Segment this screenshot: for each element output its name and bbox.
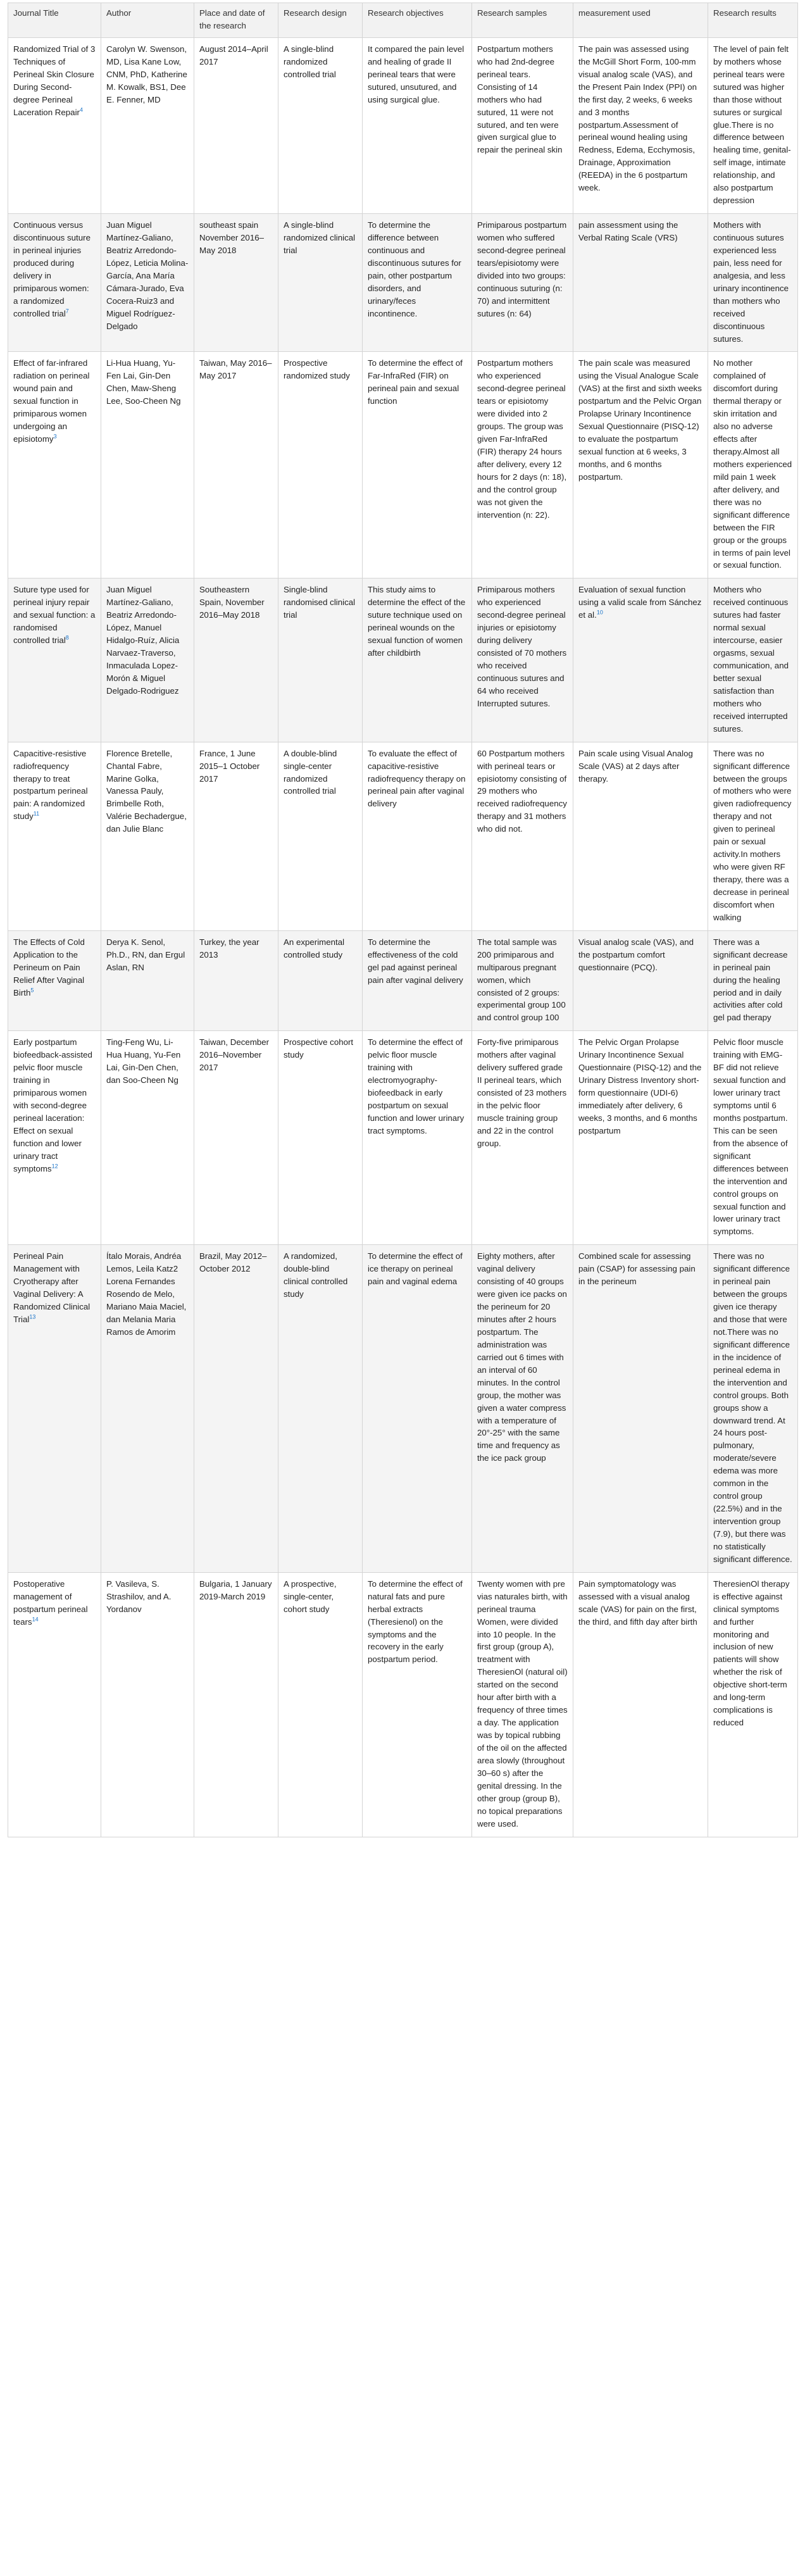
cell-author: Carolyn W. Swenson, MD, Lisa Kane Low, CNM, PhD, Katherine M. Kowalk, BS1, Dee E. Fenner, MD xyxy=(101,37,194,213)
header-research-samples: Research samples xyxy=(472,3,573,38)
journal-title-text: Effect of far-infrared radiation on perineal wound pain and sexual function in primiparous women undergoing an episiotomy xyxy=(13,358,90,444)
table-row xyxy=(8,742,798,930)
cell-place-date: Taiwan, May 2016–May 2017 xyxy=(194,352,278,578)
journal-title-text: Randomized Trial of 3 Techniques of Perineal Skin Closure During Second-degree Perineal Laceration Repair xyxy=(13,44,96,117)
cell-research-samples: Eighty mothers, after vaginal delivery consisting of 40 groups were given ice packs on the perineum for 20 minutes after 2 hours postpartum. The administration was carried out 6 times with an interval of 60 minutes. In the control group, the mother was given a water compress with a temperature of 20°-25° with the same time and frequency as the ice pack group xyxy=(472,1245,573,1572)
cell-journal-title xyxy=(8,214,101,352)
cell-author: P. Vasileva, S. Strashilov, and A. Yordanov xyxy=(101,1572,194,1837)
cell-research-samples: Forty-five primiparous mothers after vaginal delivery suffered grade II perineal tears, which consisted of 23 mothers in the pelvic floor muscle training group and 22 in the control group. xyxy=(472,1031,573,1245)
cell-journal-title xyxy=(8,742,101,930)
cell-research-samples: Postpartum mothers who experienced second-degree perineal tears or episiotomy were divided into 2 groups. The group was given Far-InfraRed (FIR) therapy 24 hours after delivery, every 12 hours for 2 days (n: 18), and the control group was not given the intervention (n: 22). xyxy=(472,352,573,578)
cell-research-objectives: To determine the effect of natural fats and pure herbal extracts (Theresienol) on the symptoms and the recovery in the early postpartum period. xyxy=(363,1572,472,1837)
cell-journal-title xyxy=(8,578,101,742)
cell-research-design: Prospective randomized study xyxy=(278,352,363,578)
cell-measurement-used: The Pelvic Organ Prolapse Urinary Incontinence Sexual Questionnaire (PISQ-12) and the Urinary Distress Inventory short-form questionnaire (UDI-6) immediately after delivery, 6 weeks, 3 months, and 6 months postpartum xyxy=(573,1031,708,1245)
reference-link[interactable]: 11 xyxy=(33,810,40,817)
cell-research-results: TheresienOl therapy is effective against clinical symptoms and further monitoring and inclusion of new patients will show whether the risk of objective short-term and long-term complications is reduced xyxy=(708,1572,798,1837)
cell-measurement-used: The pain scale was measured using the Visual Analogue Scale (VAS) at the first and sixth weeks postpartum and the Pelvic Organ Prolapse Urinary Incontinence Sexual Questionnaire (PISQ-12) to evaluate the postpartum sexual function at 6 weeks, 3 months, and 6 months postpartum. xyxy=(573,352,708,578)
table-row xyxy=(8,578,798,742)
measurement-text: Evaluation of sexual function using a valid scale from Sánchez et al. xyxy=(578,585,702,620)
journal-title-text: Continuous versus discontinuous suture in perineal injuries produced during delivery in primiparous women: a randomized controlled trial xyxy=(13,220,90,318)
cell-research-results: Mothers who received continuous sutures had faster normal sexual intercourse, easier orgasms, sexual communication, and better sexual satisfaction than mothers who received interrupted sutures. xyxy=(708,578,798,742)
cell-research-design: A randomized, double-blind clinical controlled study xyxy=(278,1245,363,1572)
cell-measurement-used: Pain scale using Visual Analog Scale (VAS) at 2 days after therapy. xyxy=(573,742,708,930)
table-row xyxy=(8,1572,798,1837)
cell-place-date: Taiwan, December 2016–November 2017 xyxy=(194,1031,278,1245)
cell-research-objectives: To evaluate the effect of capacitive-resistive radiofrequency therapy on perineal pain after vaginal delivery xyxy=(363,742,472,930)
cell-research-samples: Postpartum mothers who had 2nd-degree perineal tears. Consisting of 14 mothers who had sutured, 11 were not sutured, and ten were given surgical glue to repair the perineal skin xyxy=(472,37,573,213)
header-research-design: Research design xyxy=(278,3,363,38)
reference-link[interactable]: 10 xyxy=(596,609,603,616)
cell-measurement-used: pain assessment using the Verbal Rating Scale (VRS) xyxy=(573,214,708,352)
table-row xyxy=(8,930,798,1031)
cell-research-results: Mothers with continuous sutures experienced less pain, less need for analgesia, and less urinary incontinence than mothers who received discontinuous sutures. xyxy=(708,214,798,352)
header-journal-title: Journal Title xyxy=(8,3,101,38)
cell-research-objectives: It compared the pain level and healing of grade II perineal tears that were sutured, unsutured, and using surgical glue. xyxy=(363,37,472,213)
header-measurement-used: measurement used xyxy=(573,3,708,38)
cell-journal-title xyxy=(8,1031,101,1245)
cell-place-date: Southeastern Spain, November 2016–May 2018 xyxy=(194,578,278,742)
journal-title-text: Capacitive-resistive radiofrequency therapy to treat postpartum perineal pain: A randomized study xyxy=(13,748,88,822)
cell-journal-title xyxy=(8,37,101,213)
cell-journal-title xyxy=(8,1572,101,1837)
cell-research-results: No mother complained of discomfort during thermal therapy or skin irritation and also no adverse effects after therapy.Almost all mothers experienced mild pain 1 week after delivery, and there was no significant difference between the FIR group or the groups in terms of pain level or sexual function. xyxy=(708,352,798,578)
cell-research-samples: 60 Postpartum mothers with perineal tears or episiotomy consisting of 29 mothers who received radiofrequency therapy and 31 mothers who did not. xyxy=(472,742,573,930)
cell-research-results: Pelvic floor muscle training with EMG-BF did not relieve sexual function and lower urinary tract symptoms until 6 months postpartum. This can be seen from the absence of significant differences between the intervention and control groups on sexual function and lower urinary tract symptoms. xyxy=(708,1031,798,1245)
cell-research-results: There was a significant decrease in perineal pain during the healing period and in daily activities after cold gel pad therapy xyxy=(708,930,798,1031)
cell-research-objectives: This study aims to determine the effect of the suture technique used on perineal wounds on the sexual function of women after childbirth xyxy=(363,578,472,742)
cell-author: Li-Hua Huang, Yu-Fen Lai, Gin-Den Chen, Maw-Sheng Lee, Soo-Cheen Ng xyxy=(101,352,194,578)
table-row xyxy=(8,214,798,352)
cell-research-results: There was no significant difference between the groups of mothers who were given radiofrequency therapy and not given to perineal pain or sexual activity.In mothers who were given RF therapy, there was a decrease in perineal discomfort when walking xyxy=(708,742,798,930)
cell-measurement-used: Combined scale for assessing pain (CSAP) for assessing pain in the perineum xyxy=(573,1245,708,1572)
cell-research-design: Prospective cohort study xyxy=(278,1031,363,1245)
table-body xyxy=(8,37,798,1837)
table-row xyxy=(8,352,798,578)
cell-author: Ítalo Morais, Andréa Lemos, Leila Katz2 Lorena Fernandes Rosendo de Melo, Mariano Maia Maciel, dan Melania Maria Ramos de Amorim xyxy=(101,1245,194,1572)
table-row xyxy=(8,1031,798,1245)
reference-link[interactable]: 13 xyxy=(29,1313,36,1320)
table-header xyxy=(8,3,798,38)
cell-research-design: A double-blind single-center randomized controlled trial xyxy=(278,742,363,930)
cell-research-design: An experimental controlled study xyxy=(278,930,363,1031)
cell-author: Ting-Feng Wu, Li-Hua Huang, Yu-Fen Lai, Gin-Den Chen, dan Soo-Cheen Ng xyxy=(101,1031,194,1245)
cell-research-objectives: To determine the effectiveness of the cold gel pad against perineal pain after vaginal delivery xyxy=(363,930,472,1031)
cell-journal-title xyxy=(8,352,101,578)
cell-place-date: southeast spain November 2016–May 2018 xyxy=(194,214,278,352)
cell-research-samples: Twenty women with pre vias naturales birth, with perineal trauma Women, were divided into 10 people. In the first group (group A), treatment with TheresienOl (natural oil) started on the second hour after birth with a frequency of three times a day. The application was by topical rubbing of the oil on the affected area slowly (throughout 30–60 s) after the genital dressing. In the other group (group B), no topical preparations were used. xyxy=(472,1572,573,1837)
journal-title-text: Postoperative management of postpartum perineal tears xyxy=(13,1579,88,1627)
cell-place-date: Bulgaria, 1 January 2019-March 2019 xyxy=(194,1572,278,1837)
journal-title-text: Early postpartum biofeedback-assisted pelvic floor muscle training in primiparous women with second-degree perineal laceration: Effect on sexual function and lower urinary tract symptoms xyxy=(13,1037,92,1173)
cell-measurement-used: Visual analog scale (VAS), and the postpartum comfort questionnaire (PCQ). xyxy=(573,930,708,1031)
header-place-date: Place and date of the research xyxy=(194,3,278,38)
cell-research-samples: Primiparous mothers who experienced second-degree perineal injuries or episiotomy during delivery consisted of 70 mothers who received continuous sutures and 64 who received Interrupted sutures. xyxy=(472,578,573,742)
cell-author: Juan Miguel Martínez-Galiano, Beatriz Arredondo-López, Manuel Hidalgo-Ruíz, Alicia Narvaez-Traverso, Inmaculada Lopez-Morón & Miguel Delgado-Rodriguez xyxy=(101,578,194,742)
cell-place-date: Turkey, the year 2013 xyxy=(194,930,278,1031)
reference-link[interactable]: 12 xyxy=(51,1163,58,1170)
cell-place-date: France, 1 June 2015–1 October 2017 xyxy=(194,742,278,930)
header-author: Author xyxy=(101,3,194,38)
cell-place-date: August 2014–April 2017 xyxy=(194,37,278,213)
header-research-objectives: Research objectives xyxy=(363,3,472,38)
cell-journal-title xyxy=(8,930,101,1031)
cell-measurement-used: Pain symptomatology was assessed with a visual analog scale (VAS) for pain on the first, the third, and fifth day after birth xyxy=(573,1572,708,1837)
cell-research-objectives: To determine the difference between continuous and discontinuous sutures for pain, other postpartum disorders, and urinary/feces incontinence. xyxy=(363,214,472,352)
cell-author: Florence Bretelle, Chantal Fabre, Marine Golka, Vanessa Pauly, Brimbelle Roth, Valérie Bechadergue, dan Julie Blanc xyxy=(101,742,194,930)
literature-review-table xyxy=(8,3,798,1837)
cell-research-results: There was no significant difference in perineal pain between the groups given ice therapy and those that were not.There was no significant difference in the incidence of perineal edema in the intervention and control groups. Both groups show a downward trend. At 24 hours post-pulmonary, moderate/severe edema was more common in the control group (22.5%) and in the intervention group (7.9), but there was no statistically significant difference. xyxy=(708,1245,798,1572)
cell-journal-title xyxy=(8,1245,101,1572)
reference-link[interactable]: 8 xyxy=(65,634,69,641)
cell-research-objectives: To determine the effect of ice therapy on perineal pain and vaginal edema xyxy=(363,1245,472,1572)
journal-title-text: Suture type used for perineal injury repair and sexual function: a randomised controlled trial xyxy=(13,585,96,646)
journal-title-text: Perineal Pain Management with Cryotherapy after Vaginal Delivery: A Randomized Clinical Trial xyxy=(13,1251,90,1324)
cell-author: Derya K. Senol, Ph.D., RN, dan Ergul Aslan, RN xyxy=(101,930,194,1031)
cell-measurement-used: The pain was assessed using the McGill Short Form, 100-mm visual analog scale (VAS), and the Present Pain Index (PPI) on the first day, 2 weeks, 6 weeks and 3 months postpartum.Assessment of perineal wound healing using Redness, Edema, Ecchymosis, Drainage, Approximation (REEDA) in the 6 postpartum week. xyxy=(573,37,708,213)
cell-research-samples: The total sample was 200 primiparous and multiparous pregnant women, which consisted of 2 groups: experimental group 100 and control group 100 xyxy=(472,930,573,1031)
cell-research-design: Single-blind randomised clinical trial xyxy=(278,578,363,742)
reference-link[interactable]: 5 xyxy=(30,987,34,994)
header-row xyxy=(8,3,798,38)
cell-research-design: A prospective, single-center, cohort study xyxy=(278,1572,363,1837)
reference-link[interactable]: 3 xyxy=(53,433,57,440)
cell-research-objectives: To determine the effect of Far-InfraRed (FIR) on perineal pain and sexual function xyxy=(363,352,472,578)
cell-research-design: A single-blind randomized controlled trial xyxy=(278,37,363,213)
header-research-results: Research results xyxy=(708,3,798,38)
literature-review-table-container xyxy=(8,3,797,1837)
cell-research-design: A single-blind randomized clinical trial xyxy=(278,214,363,352)
reference-link[interactable]: 7 xyxy=(65,308,69,315)
cell-research-objectives: To determine the effect of pelvic floor muscle training with electromyography-biofeedback in early postpartum on sexual function and lower urinary tract symptoms. xyxy=(363,1031,472,1245)
table-row xyxy=(8,37,798,213)
reference-link[interactable]: 4 xyxy=(79,106,83,113)
journal-title-text: The Effects of Cold Application to the Perineum on Pain Relief After Vaginal Birth xyxy=(13,937,85,997)
cell-author: Juan Miguel Martínez-Galiano, Beatriz Arredondo-López, Leticia Molina-García, Ana María Cámara-Jurado, Eva Cocera-Ruiz3 and Miguel Rodríguez-Delgado xyxy=(101,214,194,352)
cell-measurement-used xyxy=(573,578,708,742)
table-row xyxy=(8,1245,798,1572)
cell-research-results: The level of pain felt by mothers whose perineal tears were sutured was higher than those without sutures or surgical glue.There is no difference between healing time, genital-self image, intimate relationship, and also postpartum depression xyxy=(708,37,798,213)
reference-link[interactable]: 14 xyxy=(32,1616,39,1623)
cell-place-date: Brazil, May 2012–October 2012 xyxy=(194,1245,278,1572)
cell-research-samples: Primiparous postpartum women who suffered second-degree perineal tears/episiotomy were divided into two groups: continuous suturing (n: 70) and intermittent sutures (n: 64) xyxy=(472,214,573,352)
